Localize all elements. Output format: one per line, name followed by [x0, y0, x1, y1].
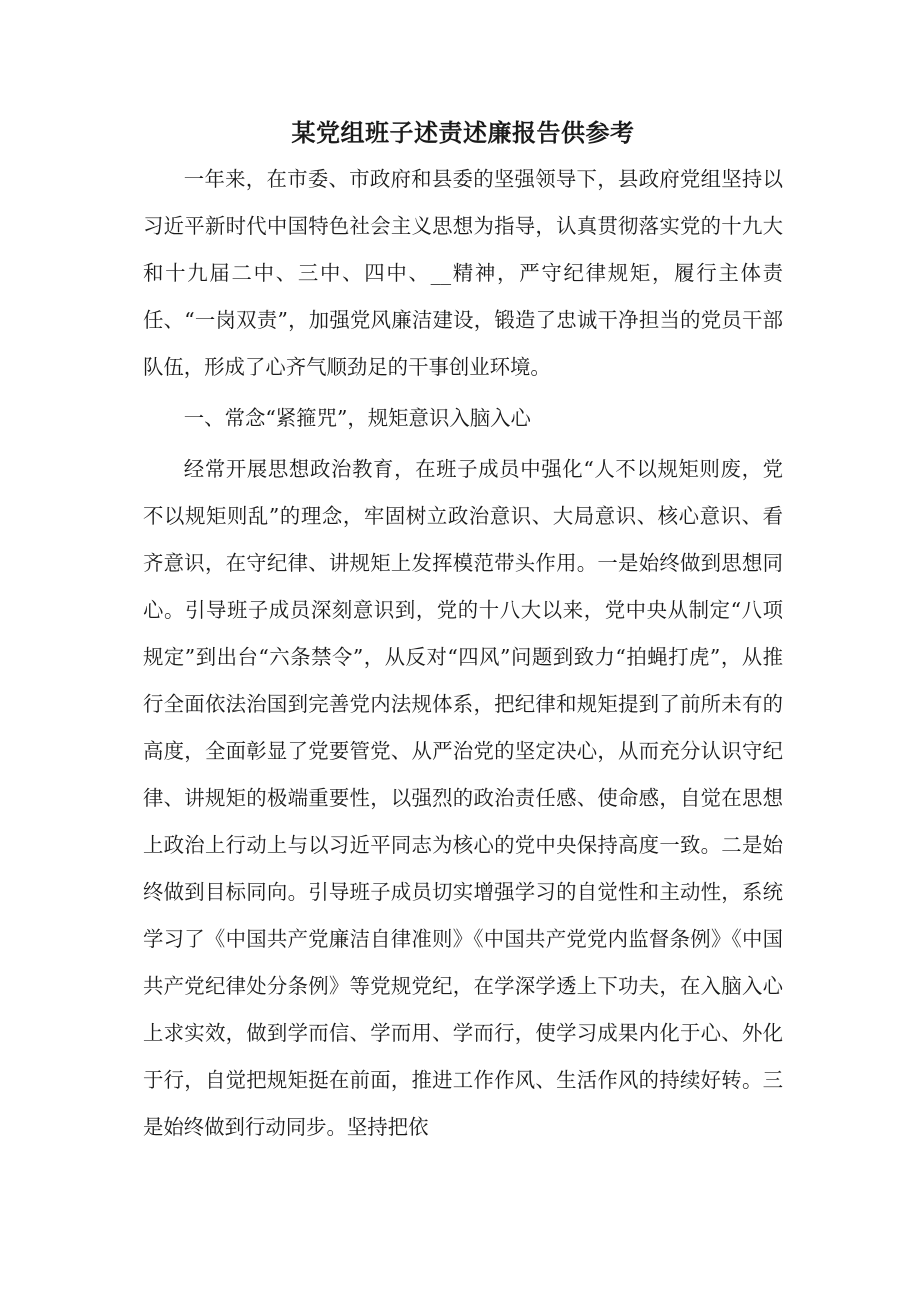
section-heading: 一、常念“紧箍咒”，规矩意识入脑入心 — [183, 406, 531, 430]
body-paragraph: 经常开展思想政治教育，在班子成员中强化“人不以规矩则废，党不以规矩则乱”的理念，牢固树立政治意识、大局意识、核心意识、看齐意识，在守纪律、讲规矩上发挥模范带头作用。一是始终做到思想同心。引导班子成员深刻意识到，党的十八大以来，党中央从制定“八项规定”到出台“六条禁令”，从反对“四风”问题到致力“拍蝇打虎”，从推行全面依法治国到完善党内法规体系，把纪律和规矩提到了前所未有的高度，全面彰显了党要管党、从严治党的坚定决心，从而充分认识守纪律、讲规矩的极端重要性，以强烈的政治责任感、使命感，自觉在思想上政治上行动上与以习近平同志为核心的党中央保持高度一致。二是始终做到目标同向。引导班子成员切实增强学习的自觉性和主动性，系统学习了《中国共产党廉洁自律准则》《中国共产党党内监督条例》《中国共产党纪律处分条例》等党规党纪，在学深学透上下功夫，在入脑入心上求实效，做到学而信、学而用、学而行，使学习成果内化于心、外化于行，自觉把规矩挺在前面，推进工作作风、生活作风的持续好转。三是始终做到行动同步。坚持把依 — [143, 457, 783, 1139]
intro-paragraph: 一年来，在市委、市政府和县委的坚强领导下，县政府党组坚持以习近平新时代中国特色社会主义思想为指导，认真贯彻落实党的十九大和十九届二中、三中、四中、__精神，严守纪律规矩，履行主体责任、“一岗双责”，加强党风廉洁建设，锻造了忠诚干净担当的党员干部队伍，形成了心齐气顺劲足的干事创业环境。 — [143, 167, 783, 379]
document-page — [143, 110, 783, 1151]
document-title: 某党组班子述责述廉报告供参考 — [291, 118, 635, 147]
